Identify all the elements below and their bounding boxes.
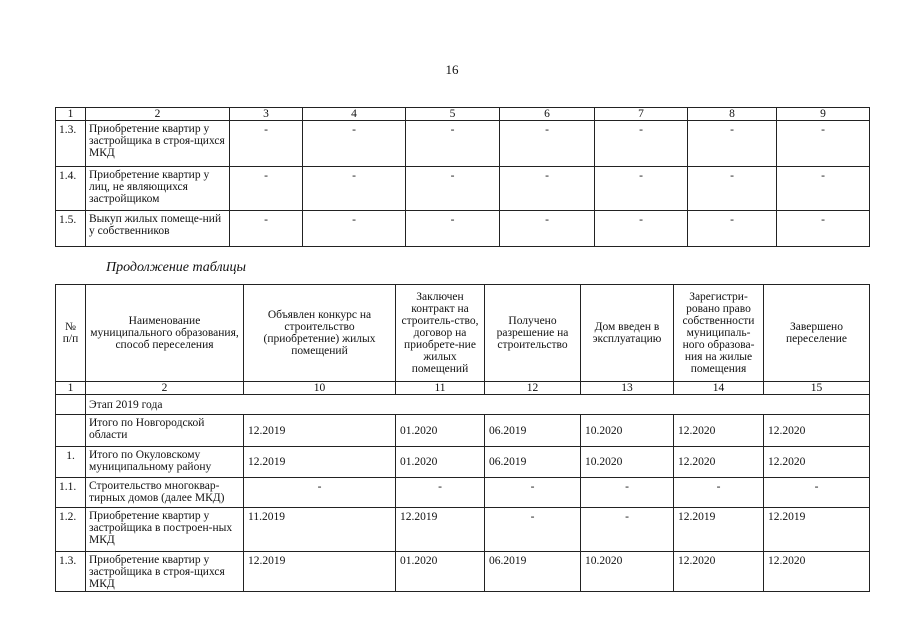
cell-value: - — [674, 478, 764, 508]
stage-index — [56, 395, 86, 415]
col-number: 7 — [595, 108, 688, 121]
header-cell: № п/п — [56, 285, 86, 382]
cell-value: - — [777, 167, 870, 211]
col-number: 8 — [688, 108, 777, 121]
cell-value: - — [485, 508, 581, 552]
col-number: 1 — [56, 382, 86, 395]
cell-value: - — [244, 478, 396, 508]
table-row — [56, 121, 870, 167]
cell-value: 11.2019 — [244, 508, 396, 552]
cell-value: - — [595, 211, 688, 247]
cell-value: 12.2019 — [674, 508, 764, 552]
header-cell: Объявлен конкурс на строительство (приобретение) жилых помещений — [244, 285, 396, 382]
row-name: Итого по Новгородской области — [86, 415, 244, 447]
row-index: 1.5. — [56, 211, 86, 247]
row-name: Строительство многоквар-тирных домов (далее МКД) — [86, 478, 244, 508]
col-number: 3 — [230, 108, 303, 121]
cell-value: - — [688, 211, 777, 247]
row-index — [56, 415, 86, 447]
cell-value: 12.2019 — [764, 508, 870, 552]
header-row — [56, 285, 870, 382]
header-cell: Заключен контракт на строитель-ство, договор на приобрете-ние жилых помещений — [396, 285, 485, 382]
col-number: 15 — [764, 382, 870, 395]
cell-value: 10.2020 — [581, 552, 674, 592]
row-index: 1. — [56, 447, 86, 478]
row-index: 1.2. — [56, 508, 86, 552]
cell-value: 12.2020 — [764, 415, 870, 447]
col-number: 2 — [86, 108, 230, 121]
row-name: Приобретение квартир у застройщика в строя-щихся МКД — [86, 121, 230, 167]
cell-value: 12.2019 — [244, 552, 396, 592]
cell-value: 12.2020 — [674, 447, 764, 478]
cell-value: 12.2020 — [674, 552, 764, 592]
cell-value: - — [485, 478, 581, 508]
table-caption: Продолжение таблицы — [106, 260, 247, 275]
col-number: 14 — [674, 382, 764, 395]
cell-value: - — [406, 211, 500, 247]
cell-value: 12.2019 — [396, 508, 485, 552]
stage-row — [56, 395, 870, 415]
cell-value: - — [581, 508, 674, 552]
cell-value: - — [595, 121, 688, 167]
cell-value: - — [303, 121, 406, 167]
col-number: 11 — [396, 382, 485, 395]
cell-value: 01.2020 — [396, 447, 485, 478]
table-row — [56, 415, 870, 447]
cell-value: - — [688, 121, 777, 167]
cell-value: 12.2020 — [674, 415, 764, 447]
row-name: Выкуп жилых помеще-ний у собственников — [86, 211, 230, 247]
header-cell: Завершено переселение — [764, 285, 870, 382]
col-number: 12 — [485, 382, 581, 395]
cell-value: - — [406, 121, 500, 167]
col-number: 6 — [500, 108, 595, 121]
table-continuation — [55, 284, 870, 592]
row-index: 1.4. — [56, 167, 86, 211]
col-number: 5 — [406, 108, 500, 121]
cell-value: - — [500, 211, 595, 247]
table-row — [56, 447, 870, 478]
table-row — [56, 508, 870, 552]
row-name: Приобретение квартир у застройщика в построен-ных МКД — [86, 508, 244, 552]
cell-value: - — [500, 167, 595, 211]
table-row — [56, 478, 870, 508]
cell-value: 01.2020 — [396, 415, 485, 447]
cell-value: - — [396, 478, 485, 508]
cell-value: 10.2020 — [581, 447, 674, 478]
row-index: 1.3. — [56, 552, 86, 592]
col-number: 4 — [303, 108, 406, 121]
cell-value: 06.2019 — [485, 415, 581, 447]
col-number: 9 — [777, 108, 870, 121]
cell-value: 12.2020 — [764, 447, 870, 478]
cell-value: 12.2019 — [244, 447, 396, 478]
cell-value: - — [777, 211, 870, 247]
page-number: 16 — [445, 62, 459, 77]
table-row — [56, 552, 870, 592]
table-top-part — [55, 107, 870, 247]
row-name: Приобретение квартир у лиц, не являющихся застройщиком — [86, 167, 230, 211]
cell-value: 10.2020 — [581, 415, 674, 447]
cell-value: - — [581, 478, 674, 508]
cell-value: - — [764, 478, 870, 508]
col-number: 1 — [56, 108, 86, 121]
column-number-row — [56, 382, 870, 395]
cell-value: 06.2019 — [485, 447, 581, 478]
cell-value: - — [688, 167, 777, 211]
cell-value: - — [500, 121, 595, 167]
cell-value: 01.2020 — [396, 552, 485, 592]
cell-value: 12.2020 — [764, 552, 870, 592]
col-number: 10 — [244, 382, 396, 395]
header-cell: Зарегистри-ровано право собственности муниципаль-ного образова-ния на жилые помещения — [674, 285, 764, 382]
cell-value: - — [230, 211, 303, 247]
stage-label: Этап 2019 года — [86, 395, 870, 415]
cell-value: - — [406, 167, 500, 211]
cell-value: - — [230, 121, 303, 167]
row-index: 1.3. — [56, 121, 86, 167]
cell-value: - — [777, 121, 870, 167]
cell-value: 06.2019 — [485, 552, 581, 592]
row-name: Приобретение квартир у застройщика в строя-щихся МКД — [86, 552, 244, 592]
header-cell: Получено разрешение на строительство — [485, 285, 581, 382]
header-cell: Наименование муниципального образования, способ переселения — [86, 285, 244, 382]
row-index: 1.1. — [56, 478, 86, 508]
cell-value: - — [303, 167, 406, 211]
cell-value: - — [303, 211, 406, 247]
cell-value: 12.2019 — [244, 415, 396, 447]
column-number-row — [56, 108, 870, 121]
row-name: Итого по Окуловскому муниципальному району — [86, 447, 244, 478]
table-row — [56, 167, 870, 211]
cell-value: - — [595, 167, 688, 211]
table-row — [56, 211, 870, 247]
cell-value: - — [230, 167, 303, 211]
col-number: 13 — [581, 382, 674, 395]
header-cell: Дом введен в эксплуатацию — [581, 285, 674, 382]
col-number: 2 — [86, 382, 244, 395]
